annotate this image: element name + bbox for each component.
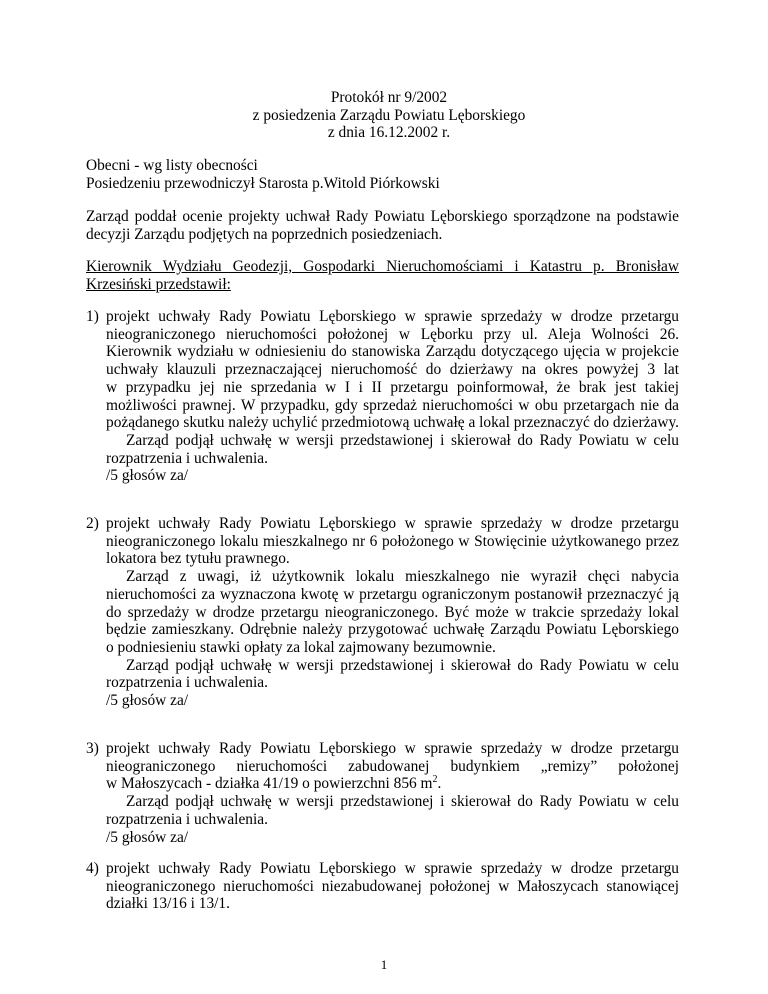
intro-paragraph	[86, 208, 679, 243]
vote-result: /5 głosów za/	[106, 467, 189, 485]
vote-result: /5 głosów za/	[106, 692, 189, 710]
page-number: 1	[380, 957, 388, 972]
item-line: nieograniczonego lokalu mieszkalnego nr 6 położonego w Stowięcinie użytkowanego przez	[106, 532, 679, 550]
item-line: w Małoszycach - działka 41/19 o powierzchni 856 $m^2$.	[106, 774, 442, 793]
item-line: nieograniczonego nieruchomości niezabudowanej położonej w Małoszycach stanowiącej	[106, 877, 679, 895]
item-line: rozpatrzenia i uchwalenia.	[106, 674, 268, 692]
item-line: pożądanego skutku należy uchylić przedmiotową uchwałę a lokal przeznaczyć do dzierżawy.	[106, 414, 679, 432]
attendance-block	[86, 157, 679, 192]
intro-line-2: decyzji Zarządu podjętych na poprzednich posiedzeniach.	[86, 225, 443, 243]
attendance-line: Obecni - wg listy obecności	[86, 157, 258, 174]
section-heading	[86, 258, 679, 293]
meeting-date: z dnia 16.12.2002 r.	[327, 124, 451, 142]
item-number: 3)	[86, 740, 99, 757]
item-line: działki 13/16 i 13/1.	[106, 895, 230, 913]
item-line: projekt uchwały Rady Powiatu Lęborskiego w sprawie sprzedaży w drodze przetargu	[106, 308, 679, 325]
protocol-title: Protokół nr 9/2002	[330, 89, 448, 106]
item-number: 1)	[86, 308, 99, 325]
item-line: nieruchomości za wyznaczona kwotę w przetargu ograniczonym postanowił przeznaczyć ją	[106, 585, 679, 603]
item-line: nieograniczonego nieruchomości zabudowanej budynkiem „remizy” położonej	[106, 757, 679, 775]
item-line: nieograniczonego nieruchomości położonej w Lęborku przy ul. Aleja Wolności 26.	[106, 325, 679, 343]
item-line: projekt uchwały Rady Powiatu Lęborskiego w sprawie sprzedaży w drodze przetargu	[106, 515, 679, 532]
vote-result: /5 głosów za/	[106, 828, 189, 846]
item-number: 4)	[86, 860, 99, 877]
chairman-line: Posiedzeniu przewodniczył Starosta p.Witold Piórkowski	[86, 174, 440, 192]
section-heading-line-2: Krzesiński przedstawił:	[86, 275, 231, 293]
item-line: w przypadku jej nie sprzedania w I i II przetargu poinformował, że brak jest takiej	[106, 378, 679, 396]
item-text	[106, 740, 679, 846]
item-line: Zarząd podjął uchwałę w wersji przedstawionej i skierował do Rady Powiatu w celu	[126, 656, 679, 674]
item-line: możliwości prawnej. W przypadku, gdy sprzedaż nieruchomości w obu przetargach nie da	[106, 396, 679, 414]
item-text	[106, 515, 679, 710]
item-line: o podniesieniu stawki opłaty za lokal zajmowany bezumownie.	[106, 638, 496, 656]
item-line: rozpatrzenia i uchwalenia.	[106, 810, 268, 828]
item-line: Kierownik wydziału w odniesieniu do stanowiska Zarządu dotyczącego ujęcia w projekcie	[106, 343, 679, 361]
item-line: uchwały klauzuli przeznaczającej nieruchomość do dzierżawy na okres powyżej 3 lat	[106, 361, 679, 379]
meeting-subtitle: z posiedzenia Zarządu Powiatu Lęborskiego	[252, 106, 526, 124]
item-line: do sprzedaży w drodze przetargu nieograniczonego. Być może w trakcie sprzedaży lokal	[106, 603, 679, 621]
section-heading-line-1: Kierownik Wydziału Geodezji, Gospodarki Nieruchomościami i Katastru p. Bronisław	[86, 258, 679, 275]
item-line: rozpatrzenia i uchwalenia.	[106, 449, 268, 467]
superscript: 2	[432, 774, 438, 786]
item-text	[106, 308, 679, 485]
item-line: projekt uchwały Rady Powiatu Lęborskiego w sprawie sprzedaży w drodze przetargu	[106, 860, 679, 877]
item-line: lokatora bez tytułu prawnego.	[106, 550, 290, 568]
item-line: Zarząd podjął uchwałę w wersji przedstawionej i skierował do Rady Powiatu w celu	[126, 431, 679, 449]
item-line: będzie zamieszkany. Odrębnie należy przygotować uchwałę Zarządu Powiatu Lęborskiego	[106, 621, 679, 639]
item-line: Zarząd z uwagi, iż użytkownik lokalu mieszkalnego nie wyraził chęci nabycia	[126, 568, 679, 586]
item-line: Zarząd podjął uchwałę w wersji przedstawionej i skierował do Rady Powiatu w celu	[126, 793, 679, 811]
item-number: 2)	[86, 515, 99, 532]
item-line: projekt uchwały Rady Powiatu Lęborskiego w sprawie sprzedaży w drodze przetargu	[106, 740, 679, 757]
document-header	[100, 89, 678, 142]
item-text	[106, 860, 679, 913]
intro-line-1: Zarząd poddał ocenie projekty uchwał Rady Powiatu Lęborskiego sporządzone na podstawie	[86, 208, 679, 225]
